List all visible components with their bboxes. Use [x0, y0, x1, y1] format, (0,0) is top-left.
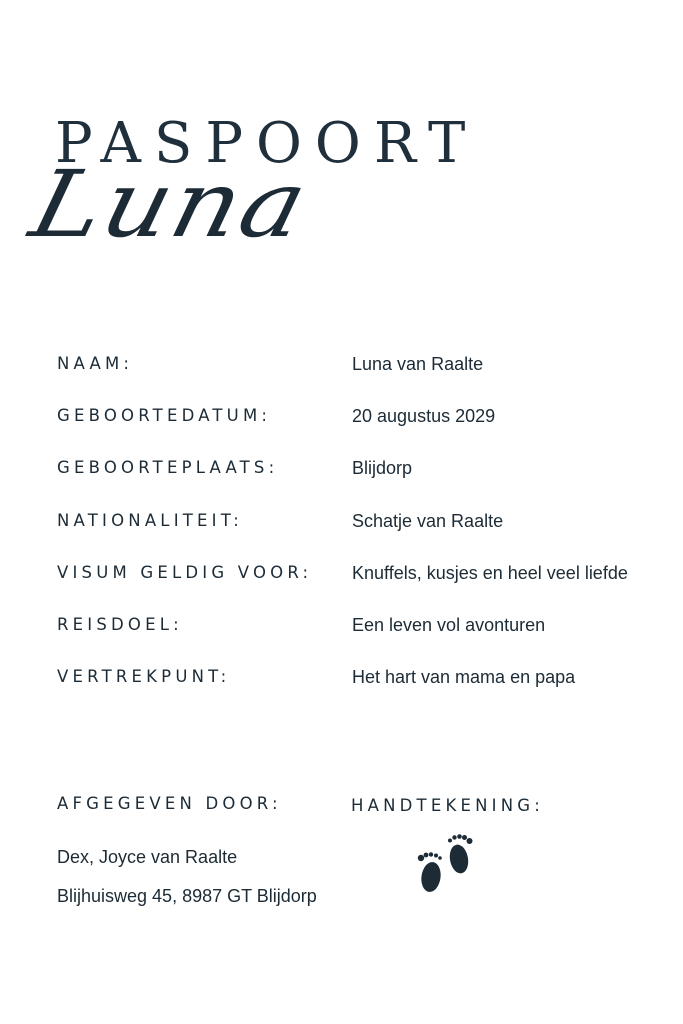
- issued-by-names: Dex, Joyce van Raalte: [57, 847, 238, 867]
- field-value-naam: Luna van Raalte: [352, 354, 484, 374]
- field-label-geboortedatum: GEBOORTEDATUM:: [57, 406, 272, 425]
- signature-label: HANDTEKENING:: [351, 796, 544, 815]
- field-label-naam: NAAM:: [57, 354, 134, 373]
- field-value-visum: Knuffels, kusjes en heel veel liefde: [352, 563, 628, 583]
- issued-by-label: AFGEGEVEN DOOR:: [57, 794, 282, 813]
- field-value-vertrekpunt: Het hart van mama en papa: [352, 667, 576, 687]
- field-label-vertrekpunt: VERTREKPUNT:: [57, 667, 231, 686]
- field-label-reisdoel: REISDOEL:: [57, 615, 183, 634]
- page-title: PASPOORT: [55, 111, 479, 176]
- field-value-nationaliteit: Schatje van Raalte: [352, 511, 504, 531]
- field-label-visum: VISUM GELDIG VOOR:: [57, 563, 313, 582]
- baby-name-script: Luna: [21, 151, 320, 258]
- issued-by-address: Blijhuisweg 45, 8987 GT Blijdorp: [57, 886, 317, 906]
- baby-footprints-icon: [413, 832, 479, 900]
- field-value-geboorteplaats: Blijdorp: [352, 458, 413, 478]
- field-value-geboortedatum: 20 augustus 2029: [352, 406, 496, 426]
- field-label-geboorteplaats: GEBOORTEPLAATS:: [57, 458, 279, 477]
- field-value-reisdoel: Een leven vol avonturen: [352, 615, 546, 635]
- field-label-nationaliteit: NATIONALITEIT:: [57, 511, 243, 530]
